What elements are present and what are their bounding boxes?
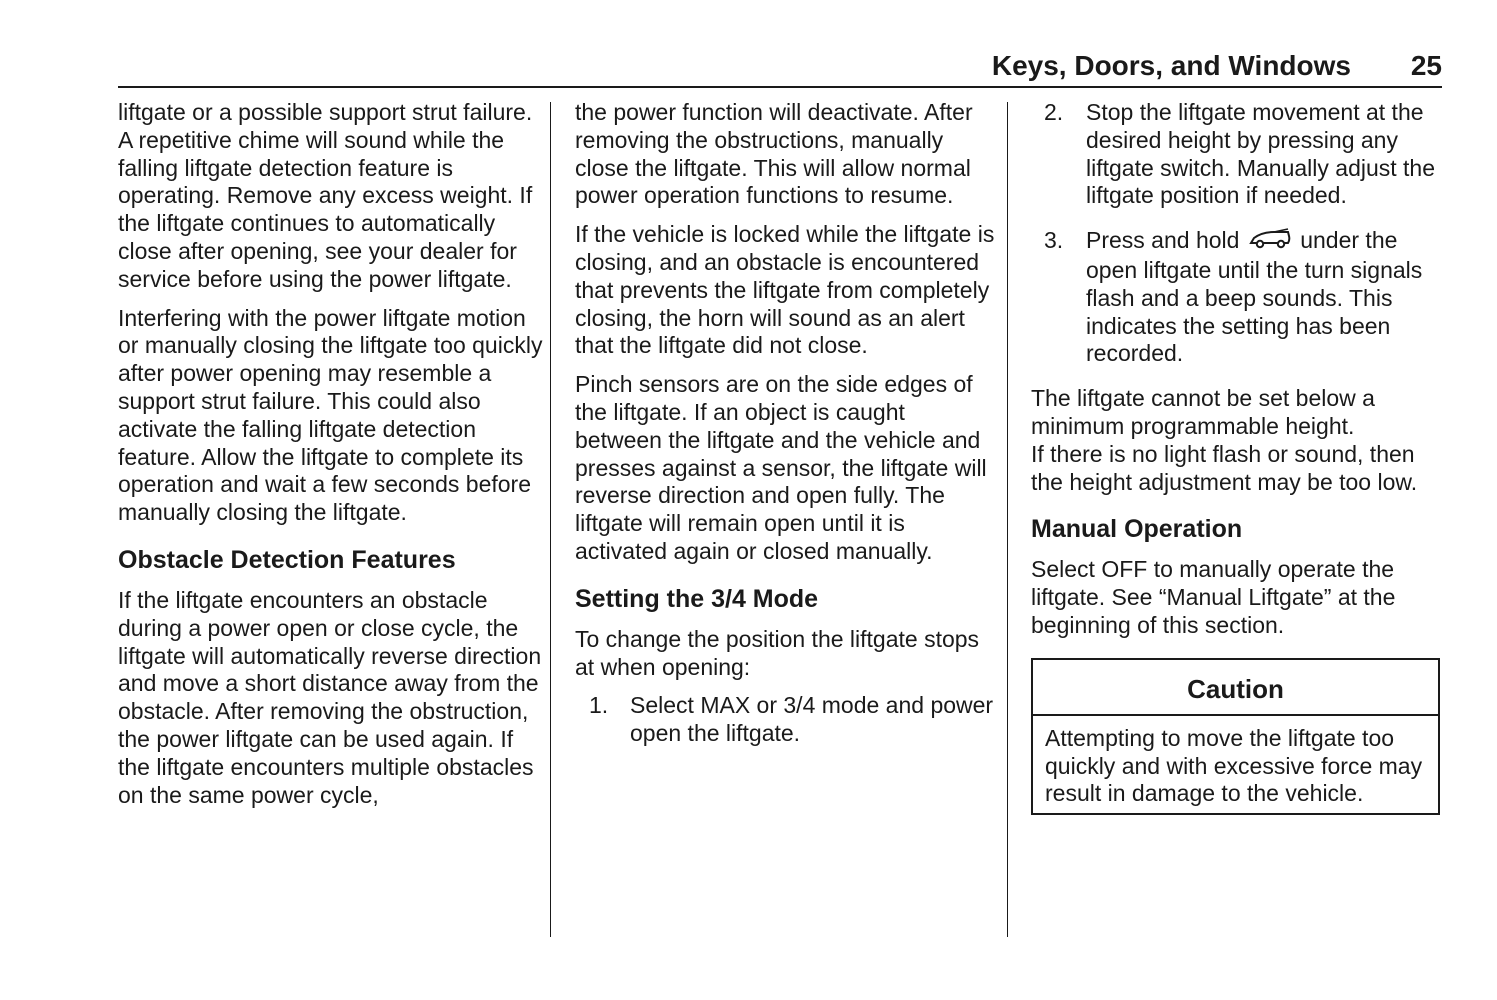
caution-text: Attempting to move the liftgate too quickly and with excessive force may result in damage to the vehicle. xyxy=(1045,724,1423,807)
list-item xyxy=(1044,227,1446,368)
section-heading-three-quarter-mode: Setting the 3/4 Mode xyxy=(575,584,819,613)
caution-box xyxy=(1031,658,1440,815)
page-number: 25 xyxy=(1410,50,1442,81)
section-heading-manual-operation: Manual Operation xyxy=(1031,515,1243,544)
step-number: 2. xyxy=(1044,99,1064,125)
paragraph: To change the position the liftgate stops at when opening: xyxy=(575,625,980,680)
step-text: Select MAX or 3/4 mode and power open the liftgate. xyxy=(630,692,994,747)
column-right xyxy=(1031,99,1446,815)
column-divider xyxy=(1007,102,1008,937)
step-number: 3. xyxy=(1044,227,1064,254)
column-divider xyxy=(550,102,551,937)
paragraph-line: If there is no light flash or sound, then the height adjustment may be too low. xyxy=(1031,440,1418,495)
paragraph: Pinch sensors are on the side edges of the liftgate. If an object is caught between the liftgate and the vehicle and presses against a sensor, the liftgate will reverse direction and open fully. The liftgate will remain open until it is activated again or closed manually. xyxy=(575,371,987,564)
page-header xyxy=(118,46,1442,88)
caution-title: Caution xyxy=(1033,660,1438,716)
column-left xyxy=(118,99,543,820)
paragraph: liftgate or a possible support strut failure. A repetitive chime will sound while the falling liftgate detection feature is operating. Remove any excess weight. If the liftgate continues to automatically close after opening, see your dealer for service before using the power liftgate. xyxy=(118,99,533,292)
paragraph-line: The liftgate cannot be set below a minimum programmable height. xyxy=(1031,385,1375,439)
paragraph: Select OFF to manually operate the liftgate. See “Manual Liftgate” at the beginning of this section. xyxy=(1031,556,1396,638)
paragraph xyxy=(1031,385,1446,496)
step-text-before-icon: Press and hold xyxy=(1086,227,1240,254)
paragraph: Interfering with the power liftgate motion or manually closing the liftgate too quickly after power opening may resemble a support strut failure. This could also activate the falling liftgate detection feature. Allow the liftgate to complete its operation and wait a few seconds before manually closing the liftgate. xyxy=(118,304,543,526)
section-title: Keys, Doors, and Windows xyxy=(991,50,1351,81)
list-item xyxy=(1044,99,1446,210)
step-text xyxy=(1086,227,1446,368)
paragraph: If the vehicle is locked while the liftgate is closing, and an obstacle is encountered that prevents the liftgate from completely closing, the horn will sound as an alert that the liftgate did not close. xyxy=(575,221,995,359)
section-heading-obstacle-detection: Obstacle Detection Features xyxy=(118,545,456,574)
paragraph: the power function will deactivate. After removing the obstructions, manually close the liftgate. This will allow normal power operation functions to resume. xyxy=(575,99,973,209)
column-middle xyxy=(575,99,995,765)
step-number: 1. xyxy=(589,692,609,719)
paragraph: If the liftgate encounters an obstacle during a power open or close cycle, the liftgate will automatically reverse direction and move a short distance away from the obstacle. After removing the obstruction, the power liftgate can be used again. If the liftgate encounters multiple obstacles on the same power cycle, xyxy=(118,586,542,808)
step-text-after-icon: under the open liftgate until the turn signals flash and a beep sounds. This indicates the setting has been recorded. xyxy=(1086,227,1423,367)
step-text: Stop the liftgate movement at the desired height by pressing any liftgate switch. Manually adjust the liftgate position if needed. xyxy=(1086,99,1436,209)
list-item xyxy=(589,692,995,748)
liftgate-car-icon xyxy=(1248,228,1292,257)
